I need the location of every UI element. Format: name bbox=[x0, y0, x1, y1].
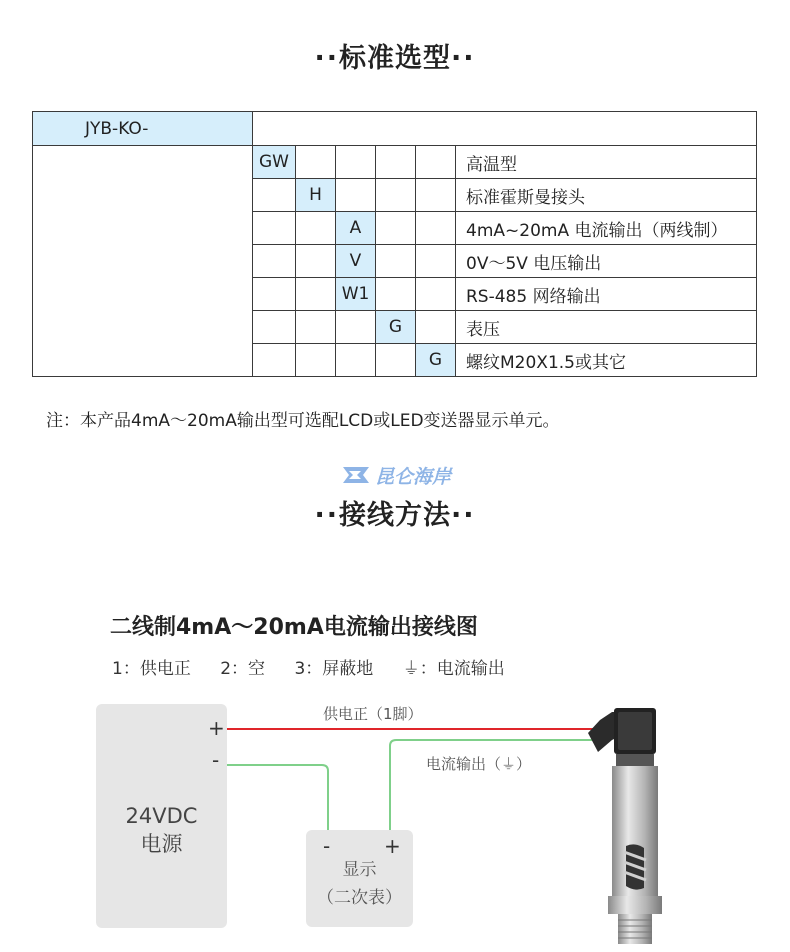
option-desc-cell: 表压 bbox=[456, 311, 757, 344]
legend-item: 2：空 bbox=[220, 659, 266, 679]
option-code-cell: G bbox=[416, 344, 456, 377]
title-dots-left: ·· bbox=[314, 500, 339, 531]
title-dots-left: ·· bbox=[314, 43, 339, 74]
supply-wire-label: 供电正（1脚） bbox=[323, 705, 423, 723]
option-desc-cell: 4mA~20mA 电流输出（两线制） bbox=[456, 212, 757, 245]
psu-to-display-wire bbox=[227, 765, 328, 830]
option-desc-cell: 螺纹M20X1.5或其它 bbox=[456, 344, 757, 377]
psu-minus-terminal: - bbox=[212, 748, 220, 772]
legend-item: 3：屏蔽地 bbox=[294, 659, 374, 679]
option-desc-cell: RS-485 网络输出 bbox=[456, 278, 757, 311]
wiring-diagram-title: 二线制4mA～20mA电流输出接线图 bbox=[110, 615, 478, 640]
power-supply-label bbox=[96, 802, 227, 858]
psu-voltage: 24VDC bbox=[125, 804, 198, 828]
psu-plus-terminal: + bbox=[208, 716, 225, 740]
display-plus-terminal: + bbox=[384, 834, 401, 858]
section-title-text: 接线方法 bbox=[339, 500, 451, 531]
option-code-cell: V bbox=[336, 245, 376, 278]
option-code-cell: G bbox=[376, 311, 416, 344]
option-desc-cell: 高温型 bbox=[456, 146, 757, 179]
option-code-cell: H bbox=[296, 179, 336, 212]
legend-item: ⏚：电流输出 bbox=[402, 659, 505, 679]
display-subname: （二次表） bbox=[317, 888, 402, 908]
title-dots-right: ·· bbox=[451, 500, 476, 531]
psu-name: 电源 bbox=[140, 832, 183, 856]
selection-note: 注：本产品4mA～20mA输出型可选配LCD或LED变送器显示单元。 bbox=[46, 411, 560, 431]
title-dots-right: ·· bbox=[451, 43, 476, 74]
legend-item: 1：供电正 bbox=[112, 659, 191, 679]
logo-text: 昆仑海岸 bbox=[375, 465, 452, 488]
model-code-cell: JYB-KO- bbox=[33, 112, 253, 146]
option-desc-cell: 0V～5V 电压输出 bbox=[456, 245, 757, 278]
display-label bbox=[306, 856, 413, 912]
output-wire-label: 电流输出（⏚） bbox=[426, 755, 532, 773]
display-name: 显示 bbox=[342, 860, 377, 880]
option-code-cell: GW bbox=[253, 146, 296, 179]
pressure-transmitter-icon bbox=[588, 708, 662, 944]
option-code-cell: W1 bbox=[336, 278, 376, 311]
option-desc-cell: 标准霍斯曼接头 bbox=[456, 179, 757, 212]
option-code-cell: A bbox=[336, 212, 376, 245]
section-title-text: 标准选型 bbox=[339, 43, 451, 74]
display-minus-terminal: - bbox=[323, 834, 331, 858]
